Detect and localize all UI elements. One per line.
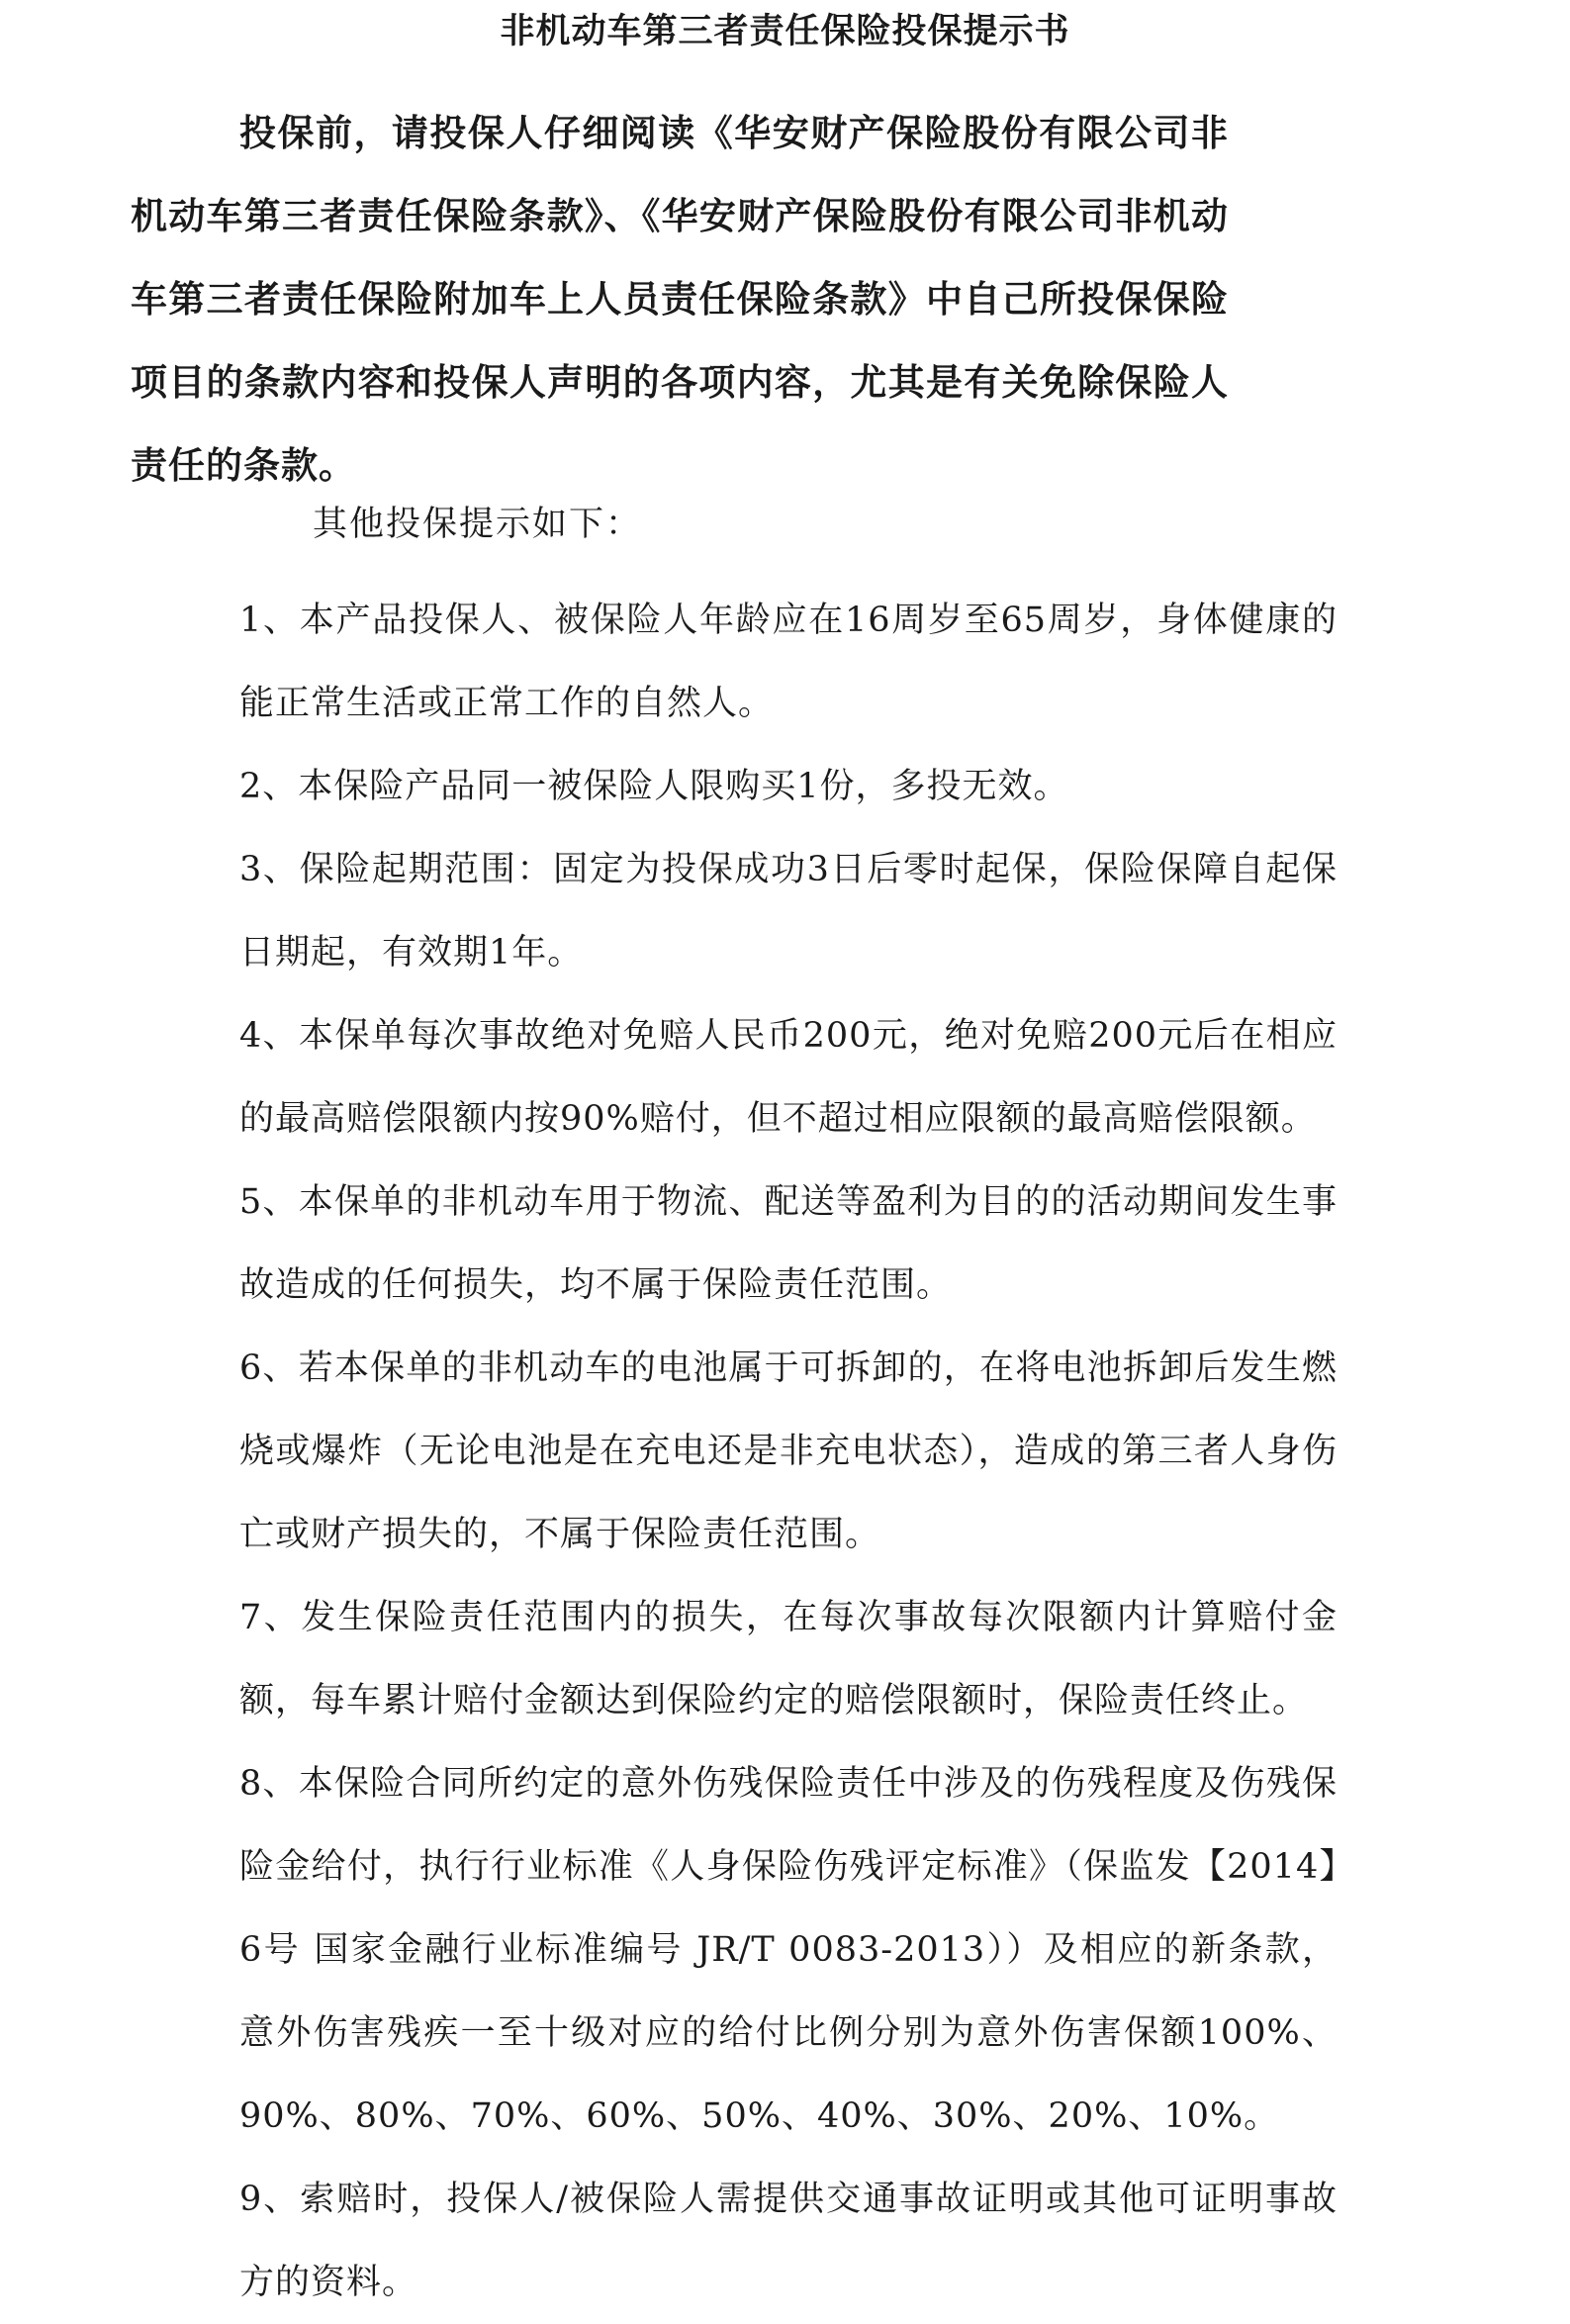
document-title: 非机动车第三者责任保险投保提示书 [500,11,1070,51]
subheading: 其他投保提示如下： [313,505,643,544]
notice-item-6: 6、若本保单的非机动车的电池属于可拆卸的，在将电池拆卸后发生燃烧或爆炸（无论电池是在充电还是非充电状态），造成的第三者人身伤亡或财产损失的，不属于保险责任范围。 [239,1348,1338,1554]
notice-item-2: 2、本保险产品同一被保险人限购买1份，多投无效。 [239,767,1069,806]
notice-item-5: 5、本保单的非机动车用于物流、配送等盈利为目的的活动期间发生事故造成的任何损失，均不属于保险责任范围。 [239,1182,1338,1305]
notice-item-3: 3、保险起期范围：固定为投保成功3日后零时起保，保险保障自起保日期起，有效期1年。 [239,850,1338,973]
notice-list [239,579,1338,2324]
notice-item-9: 9、索赔时，投保人/被保险人需提供交通事故证明或其他可证明事故方的资料。 [239,2180,1338,2302]
notice-item-4: 4、本保单每次事故绝对免赔人民币200元，绝对免赔200元后在相应的最高赔偿限额内按90%赔付，但不超过相应限额的最高赔偿限额。 [239,1016,1338,1139]
notice-item-1: 1、本产品投保人、被保险人年龄应在16周岁至65周岁，身体健康的能正常生活或正常工作的自然人。 [239,601,1338,723]
notice-item-8: 8、本保险合同所约定的意外伤残保险责任中涉及的伤残程度及伤残保险金给付，执行行业标准《人身保险伤残评定标准》（保监发【2014】6号 国家金融行业标准编号 JR/T 0083-2013））及相应的新条款，意外伤害残疾一至十级对应的给付比例分别为意外伤害保额100%、90%、80%、70%、60%、50%、40%、30%、20%、10%。 [239,1764,1338,2136]
intro-paragraph: 投保前，请投保人仔细阅读《华安财产保险股份有限公司非机动车第三者责任保险条款》、《华安财产保险股份有限公司非机动车第三者责任保险附加车上人员责任保险条款》中自己所投保保险项目的条款内容和投保人声明的各项内容，尤其是有关免除保险人责任的条款。 [131,111,1229,487]
notice-item-7: 7、发生保险责任范围内的损失，在每次事故每次限额内计算赔付金额，每车累计赔付金额达到保险约定的赔偿限额时，保险责任终止。 [239,1598,1338,1720]
